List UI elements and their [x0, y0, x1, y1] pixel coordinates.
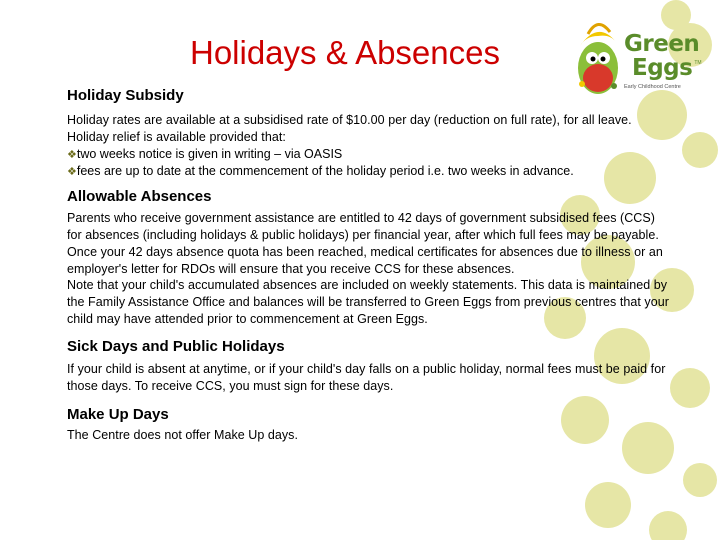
section-heading: Allowable Absences	[67, 188, 212, 206]
egg-pupil-right	[601, 57, 606, 62]
section-make-up-days	[67, 406, 669, 444]
logo-tagline: Early Childhood Centre	[624, 84, 681, 90]
section-heading: Holiday Subsidy	[67, 87, 184, 104]
section-paragraph: The Centre does not offer Make Up days.	[67, 428, 299, 443]
bullet-text: two weeks notice is given in writing – via OASIS	[76, 146, 343, 161]
bullet-item	[67, 146, 669, 164]
spacer	[67, 181, 669, 188]
section-paragraph: Note that your child's accumulated absences are included on weekly statements. This data is maintained by the Family Assistance Office and balances will be transferred to Green Eggs from previous centres that your child may have attended prior to commencement at Green Eggs.	[67, 278, 669, 326]
section-allowable-absences	[67, 188, 669, 328]
bullet-text: fees are up to date at the commencement of the holiday period i.e. two weeks in advance.	[76, 164, 574, 179]
logo-text-green: Green	[624, 31, 700, 57]
decor-circle	[683, 463, 717, 497]
decor-circle	[585, 482, 631, 528]
section-holiday-subsidy	[67, 87, 669, 181]
section-paragraph: If your child is absent at anytime, or if your child's day falls on a public holiday, normal fees must be paid for those days. To receive CCS, you must sign for these days.	[67, 361, 666, 393]
page-title: Holidays & Absences	[189, 34, 500, 71]
section-heading: Sick Days and Public Holidays	[67, 337, 285, 355]
logo-text-eggs: Eggs TM	[632, 55, 702, 81]
spacer	[67, 394, 669, 406]
diamond-bullet-icon: ❖	[67, 166, 77, 179]
decor-circle	[682, 132, 718, 168]
section-sick-days	[67, 338, 669, 395]
diamond-bullet-icon: ❖	[67, 148, 77, 161]
section-paragraph: Parents who receive government assistance are entitled to 42 days of government subsidised fees (CCS) for absences (including holidays & public holidays) per financial year, after which full fees may be payable. Once your 42 days absence quota has been reached, medical certificates for absences due to illness or an employer's letter for RDOs will ensure that you receive CCS for these absences.	[67, 211, 663, 276]
decor-circle	[670, 368, 710, 408]
logo-trademark: TM	[694, 60, 702, 66]
decor-circle	[649, 511, 687, 540]
bullet-item	[67, 163, 669, 181]
egg-pupil-left	[591, 57, 596, 62]
section-heading: Make Up Days	[67, 406, 169, 424]
spacer	[67, 328, 669, 338]
section-paragraph: Holiday rates are available at a subsidised rate of $10.00 per day (reduction on full rate), for all leave. Holiday relief is available provided that:	[67, 113, 632, 144]
spacer	[67, 105, 669, 112]
content-body	[67, 87, 669, 444]
logo-wordmark	[624, 32, 706, 90]
